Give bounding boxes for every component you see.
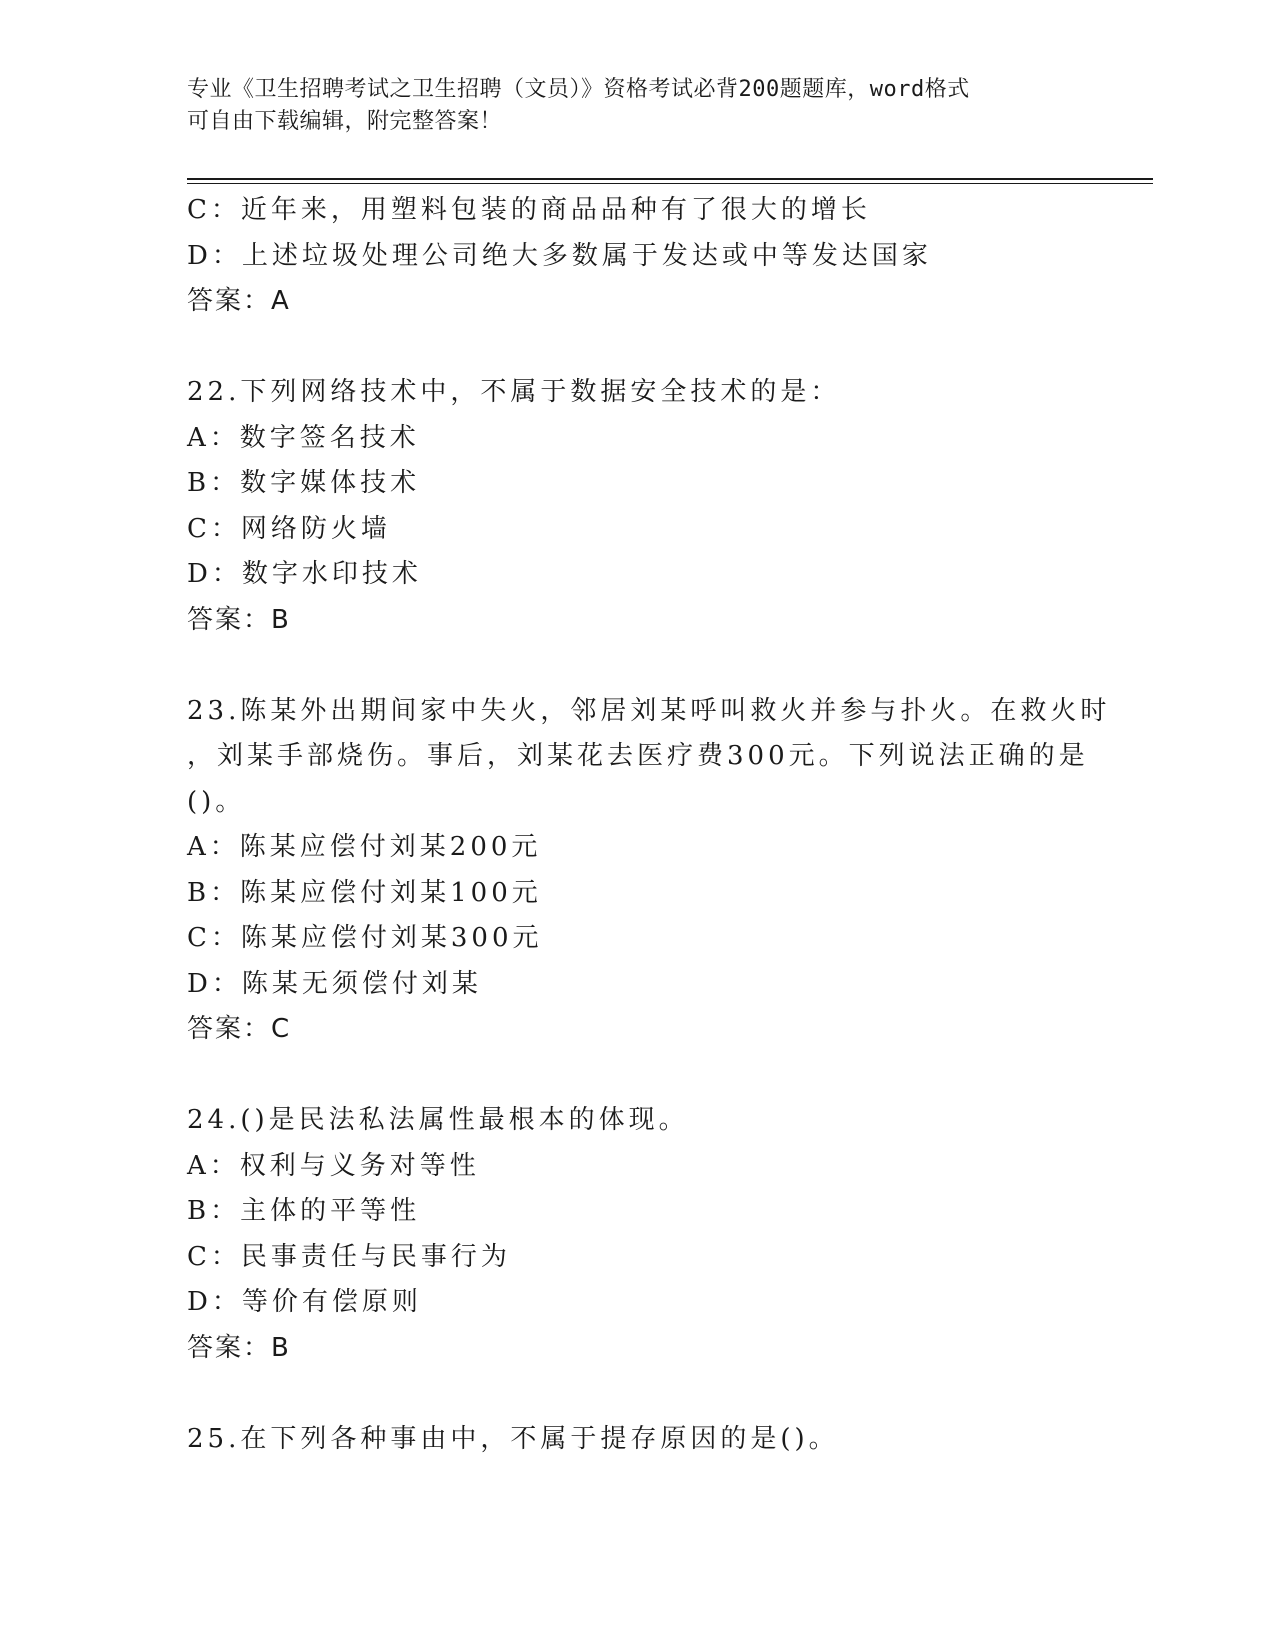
question-stem-line-1: 23.陈某外出期间家中失火，邻居刘某呼叫救火并参与扑火。在救火时 <box>187 695 1111 726</box>
option-c: C：近年来，用塑料包装的商品品种有了很大的增长 <box>187 195 871 225</box>
header-divider-thin <box>187 183 1153 184</box>
question-stem-line-3: ()。 <box>187 786 246 817</box>
option-a: A：陈某应偿付刘某200元 <box>187 832 542 862</box>
document-header <box>187 74 1067 138</box>
question-21-fragment <box>187 188 1087 325</box>
option-d: D：等价有偿原则 <box>187 1287 422 1317</box>
spacer <box>187 1371 1087 1417</box>
option-c: C：网络防火墙 <box>187 513 391 544</box>
option-b: B：主体的平等性 <box>187 1196 421 1226</box>
option-b: B：数字媒体技术 <box>187 468 421 498</box>
answer-line: 答案：B <box>187 604 291 635</box>
question-list <box>187 188 1111 1462</box>
header-title-line-1: 专业《卫生招聘考试之卫生招聘（文员）》资格考试必背200题题库，word格式 <box>187 77 970 102</box>
option-d: D：数字水印技术 <box>187 559 422 589</box>
option-c: C：陈某应偿付刘某300元 <box>187 923 543 953</box>
question-stem: 24.()是民法私法属性最根本的体现。 <box>187 1105 689 1135</box>
spacer <box>187 643 1087 689</box>
option-a: A：权利与义务对等性 <box>187 1150 480 1181</box>
question-23 <box>187 689 1111 1053</box>
option-d: D：上述垃圾处理公司绝大多数属于发达或中等发达国家 <box>187 240 932 271</box>
answer-line: 答案：C <box>187 1014 292 1044</box>
spacer <box>187 1053 1087 1099</box>
question-25 <box>187 1417 1087 1463</box>
option-d: D：陈某无须偿付刘某 <box>187 968 482 999</box>
spacer <box>187 325 1087 371</box>
option-b: B：陈某应偿付刘某100元 <box>187 877 542 908</box>
answer-line: 答案：B <box>187 1332 291 1363</box>
question-stem: 22.下列网络技术中，不属于数据安全技术的是： <box>187 377 841 407</box>
option-c: C：民事责任与民事行为 <box>187 1241 511 1272</box>
question-stem: 25.在下列各种事由中，不属于提存原因的是()。 <box>187 1423 839 1454</box>
answer-line: 答案：A <box>187 286 291 316</box>
question-stem-line-2: ，刘某手部烧伤。事后，刘某花去医疗费300元。下列说法正确的是 <box>187 741 1089 771</box>
question-22 <box>187 370 1087 643</box>
header-divider-thick <box>187 178 1153 180</box>
option-a: A：数字签名技术 <box>187 422 420 453</box>
header-title-line-2: 可自由下载编辑，附完整答案！ <box>187 109 503 134</box>
question-24 <box>187 1098 1087 1371</box>
